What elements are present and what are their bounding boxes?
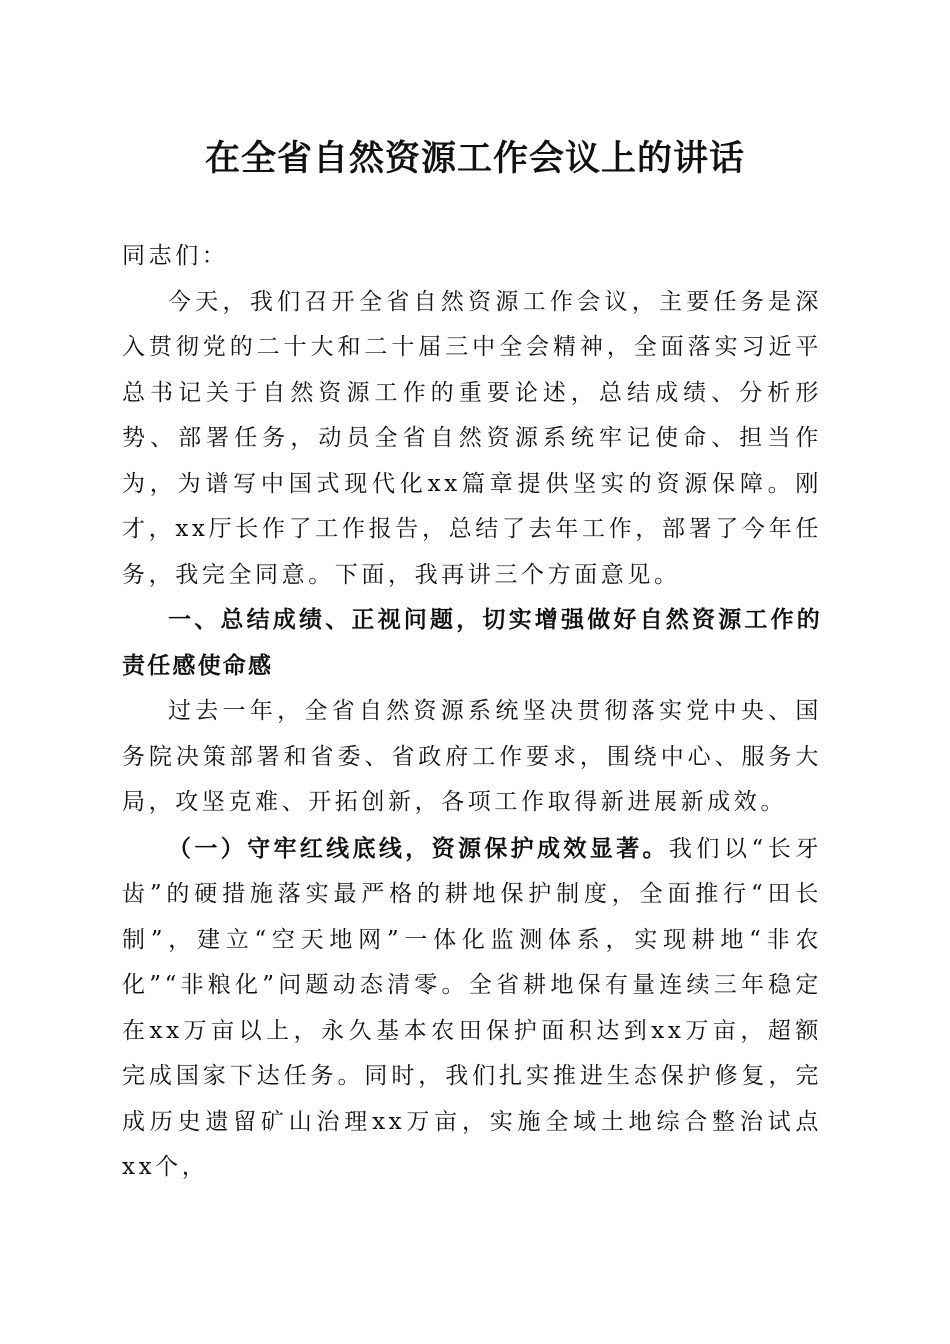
subsection-1-paragraph — [122, 826, 822, 1191]
section-heading-1: 一、总结成绩、正视问题，切实增强做好自然资源工作的责任感使命感 — [122, 607, 822, 679]
document-title: 在全省自然资源工作会议上的讲话 — [204, 138, 745, 179]
document-body — [122, 234, 822, 1191]
subsection-1-body: 我们以“长牙齿”的硬措施落实最严格的耕地保护制度，全面推行“田长制”，建立“空天地网”一体化监测体系，实现耕地“非农化”“非粮化”问题动态清零。全省耕地保有量连续三年稳定在xx万亩以上，永久基本农田保护面积达到xx万亩，超额完成国家下达任务。同时，我们扎实推进生态保护修复，完成历史遗留矿山治理xx万亩，实施全域土地综合整治试点xx个， — [122, 835, 823, 1180]
salutation: 同志们： — [122, 243, 229, 269]
section-1-paragraph: 过去一年，全省自然资源系统坚决贯彻落实党中央、国务院决策部署和省委、省政府工作要求，围绕中心、服务大局，攻坚克难、开拓创新，各项工作取得新进展新成效。 — [122, 698, 822, 815]
intro-paragraph: 今天，我们召开全省自然资源工作会议，主要任务是深入贯彻党的二十大和二十届三中全会精神，全面落实习近平总书记关于自然资源工作的重要论述，总结成绩、分析形势、部署任务，动员全省自然资源系统牢记使命、担当作为，为谱写中国式现代化xx篇章提供坚实的资源保障。刚才，xx厅长作了工作报告，总结了去年工作，部署了今年任务，我完全同意。下面，我再讲三个方面意见。 — [122, 288, 822, 588]
subsection-1-lead: （一）守牢红线底线，资源保护成效显著。 — [168, 834, 669, 862]
